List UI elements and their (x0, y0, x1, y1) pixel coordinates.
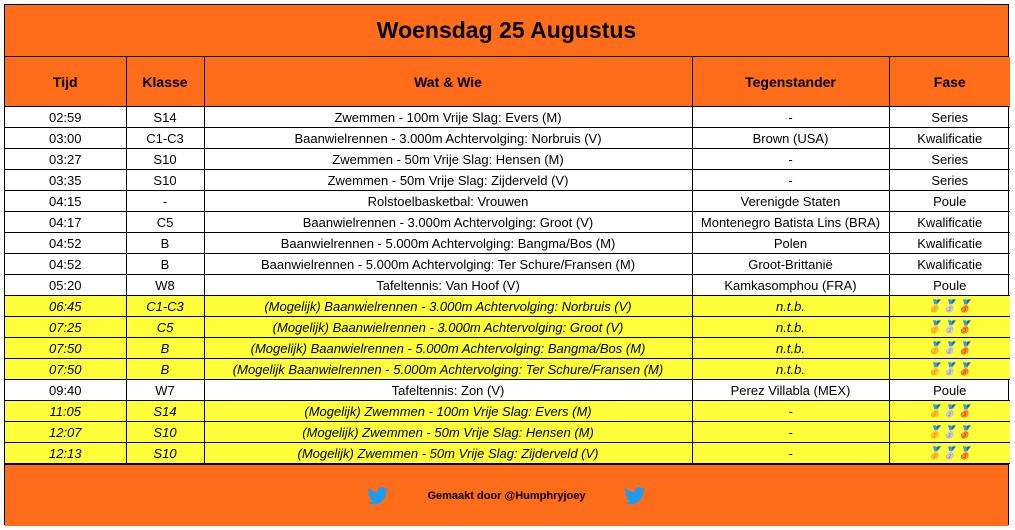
cell-tegenstander: Groot-Brittanië (692, 254, 889, 275)
cell-fase: Kwalificatie (889, 128, 1010, 149)
cell-tijd: 04:17 (5, 212, 126, 233)
cell-klasse: C5 (126, 317, 204, 338)
cell-tijd: 07:50 (5, 359, 126, 380)
footer (5, 464, 1008, 526)
col-header-tegenstander: Tegenstander (692, 57, 889, 107)
cell-tijd: 03:27 (5, 149, 126, 170)
cell-fase: 🥇🥈🥉 (889, 359, 1010, 380)
cell-klasse: S10 (126, 422, 204, 443)
cell-fase: Series (889, 149, 1010, 170)
cell-wat-wie: Zwemmen - 50m Vrije Slag: Hensen (M) (204, 149, 692, 170)
cell-klasse: S14 (126, 107, 204, 128)
cell-tegenstander: - (692, 107, 889, 128)
table-row (5, 212, 1010, 233)
cell-klasse: S10 (126, 170, 204, 191)
table-row (5, 128, 1010, 149)
cell-fase: 🥇🥈🥉 (889, 296, 1010, 317)
cell-fase: Series (889, 170, 1010, 191)
cell-tegenstander: Brown (USA) (692, 128, 889, 149)
cell-tegenstander: Kamkasomphou (FRA) (692, 275, 889, 296)
cell-wat-wie: (Mogelijk Baanwielrennen - 5.000m Achtervolging: Ter Schure/Fransen (M) (204, 359, 692, 380)
cell-tijd: 05:20 (5, 275, 126, 296)
cell-fase: Kwalificatie (889, 233, 1010, 254)
cell-tegenstander: Verenigde Staten (692, 191, 889, 212)
cell-fase: 🥇🥈🥉 (889, 338, 1010, 359)
twitter-bird-icon (624, 487, 646, 505)
cell-klasse: S14 (126, 401, 204, 422)
twitter-bird-icon (367, 487, 389, 505)
table-row (5, 443, 1010, 464)
cell-klasse: C1-C3 (126, 128, 204, 149)
page-title: Woensdag 25 Augustus (5, 5, 1008, 57)
cell-tegenstander: Polen (692, 233, 889, 254)
cell-wat-wie: (Mogelijk) Zwemmen - 100m Vrije Slag: Evers (M) (204, 401, 692, 422)
cell-klasse: S10 (126, 149, 204, 170)
table-row (5, 422, 1010, 443)
table-row (5, 317, 1010, 338)
cell-wat-wie: Tafeltennis: Van Hoof (V) (204, 275, 692, 296)
cell-tijd: 12:07 (5, 422, 126, 443)
cell-klasse: B (126, 233, 204, 254)
col-header-klasse: Klasse (126, 57, 204, 107)
col-header-wat-wie: Wat & Wie (204, 57, 692, 107)
cell-wat-wie: (Mogelijk) Baanwielrennen - 3.000m Achtervolging: Norbruis (V) (204, 296, 692, 317)
table-row (5, 338, 1010, 359)
table-row (5, 401, 1010, 422)
cell-tijd: 04:52 (5, 254, 126, 275)
cell-wat-wie: Zwemmen - 100m Vrije Slag: Evers (M) (204, 107, 692, 128)
cell-fase: Poule (889, 380, 1010, 401)
cell-tijd: 07:50 (5, 338, 126, 359)
cell-tijd: 04:15 (5, 191, 126, 212)
cell-fase: 🥇🥈🥉 (889, 443, 1010, 464)
cell-tijd: 03:35 (5, 170, 126, 191)
table-row (5, 191, 1010, 212)
cell-fase: 🥇🥈🥉 (889, 317, 1010, 338)
cell-klasse: B (126, 359, 204, 380)
table-row (5, 170, 1010, 191)
header-row (5, 57, 1010, 107)
table-row (5, 233, 1010, 254)
cell-tijd: 04:52 (5, 233, 126, 254)
table-row (5, 149, 1010, 170)
cell-fase: Kwalificatie (889, 254, 1010, 275)
cell-wat-wie: Rolstoelbasketbal: Vrouwen (204, 191, 692, 212)
cell-klasse: W7 (126, 380, 204, 401)
cell-wat-wie: (Mogelijk) Zwemmen - 50m Vrije Slag: Hensen (M) (204, 422, 692, 443)
schedule-sheet (4, 4, 1009, 525)
cell-tegenstander: n.t.b. (692, 296, 889, 317)
cell-tegenstander: - (692, 401, 889, 422)
cell-klasse: S10 (126, 443, 204, 464)
cell-tegenstander: - (692, 170, 889, 191)
cell-tegenstander: - (692, 422, 889, 443)
cell-wat-wie: Baanwielrennen - 5.000m Achtervolging: Bangma/Bos (M) (204, 233, 692, 254)
cell-tijd: 07:25 (5, 317, 126, 338)
cell-fase: Series (889, 107, 1010, 128)
cell-tegenstander: - (692, 443, 889, 464)
cell-wat-wie: (Mogelijk) Baanwielrennen - 3.000m Achtervolging: Groot (V) (204, 317, 692, 338)
table-row (5, 296, 1010, 317)
cell-tegenstander: n.t.b. (692, 359, 889, 380)
table-row (5, 380, 1010, 401)
cell-wat-wie: (Mogelijk) Baanwielrennen - 5.000m Achtervolging: Bangma/Bos (M) (204, 338, 692, 359)
cell-wat-wie: (Mogelijk) Zwemmen - 50m Vrije Slag: Zijderveld (V) (204, 443, 692, 464)
cell-klasse: C5 (126, 212, 204, 233)
cell-tegenstander: n.t.b. (692, 338, 889, 359)
cell-wat-wie: Baanwielrennen - 3.000m Achtervolging: Groot (V) (204, 212, 692, 233)
col-header-tijd: Tijd (5, 57, 126, 107)
cell-fase: Poule (889, 191, 1010, 212)
cell-fase: Kwalificatie (889, 212, 1010, 233)
cell-wat-wie: Baanwielrennen - 3.000m Achtervolging: Norbruis (V) (204, 128, 692, 149)
cell-fase: Poule (889, 275, 1010, 296)
table-row (5, 275, 1010, 296)
cell-wat-wie: Zwemmen - 50m Vrije Slag: Zijderveld (V) (204, 170, 692, 191)
table-row (5, 254, 1010, 275)
cell-klasse: C1-C3 (126, 296, 204, 317)
cell-tegenstander: Perez Villabla (MEX) (692, 380, 889, 401)
cell-tijd: 12:13 (5, 443, 126, 464)
cell-klasse: W8 (126, 275, 204, 296)
cell-tegenstander: Montenegro Batista Lins (BRA) (692, 212, 889, 233)
footer-credit: Gemaakt door @Humphryjoey (427, 489, 586, 502)
cell-fase: 🥇🥈🥉 (889, 422, 1010, 443)
cell-klasse: B (126, 254, 204, 275)
cell-tijd: 02:59 (5, 107, 126, 128)
table-row (5, 107, 1010, 128)
cell-tijd: 11:05 (5, 401, 126, 422)
cell-tijd: 06:45 (5, 296, 126, 317)
cell-klasse: B (126, 338, 204, 359)
cell-tijd: 09:40 (5, 380, 126, 401)
cell-klasse: - (126, 191, 204, 212)
cell-tijd: 03:00 (5, 128, 126, 149)
cell-wat-wie: Tafeltennis: Zon (V) (204, 380, 692, 401)
table-row (5, 359, 1010, 380)
col-header-fase: Fase (889, 57, 1010, 107)
cell-tegenstander: n.t.b. (692, 317, 889, 338)
cell-wat-wie: Baanwielrennen - 5.000m Achtervolging: Ter Schure/Fransen (M) (204, 254, 692, 275)
cell-tegenstander: - (692, 149, 889, 170)
schedule-table (5, 57, 1010, 464)
cell-fase: 🥇🥈🥉 (889, 401, 1010, 422)
